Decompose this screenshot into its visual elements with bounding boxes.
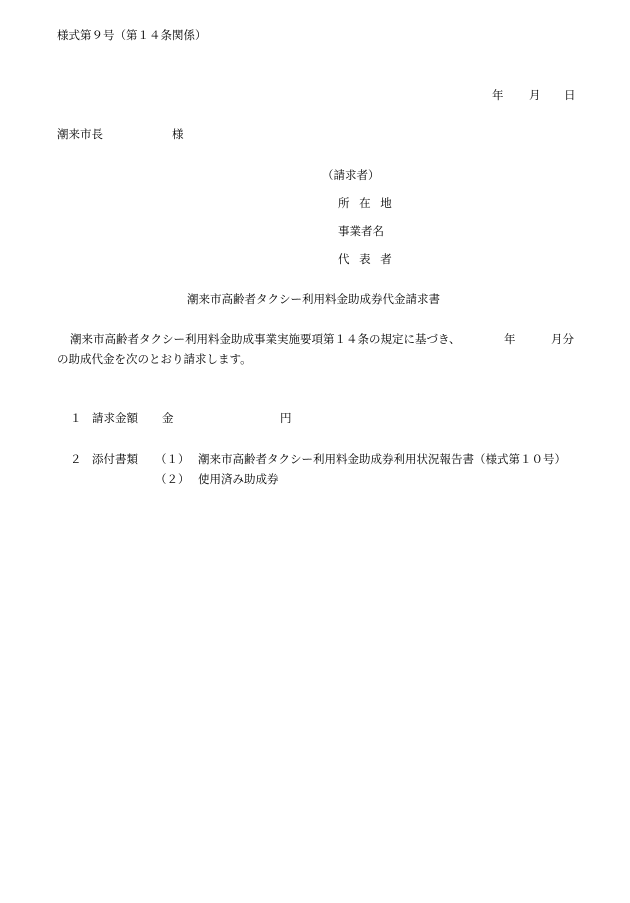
claimant-heading: （請求者） bbox=[322, 168, 380, 182]
attachment-text: 潮来市高齢者タクシー利用料金助成券利用状況報告書（様式第１０号） bbox=[198, 452, 566, 466]
body-year-label: 年 bbox=[504, 332, 516, 346]
date-month-label: 月 bbox=[529, 88, 541, 102]
date-day-label: 日 bbox=[564, 88, 576, 102]
body-text-line2: の助成代金を次のとおり請求します。 bbox=[57, 352, 252, 366]
item-label-claim-amount: 請求金額 bbox=[92, 411, 138, 425]
item-number: １ bbox=[70, 411, 82, 425]
addressee-name: 潮来市長 bbox=[57, 127, 103, 141]
document-title: 潮来市高齢者タクシー利用料金助成券代金請求書 bbox=[187, 292, 440, 306]
claimant-address-label: 所 在 地 bbox=[338, 196, 395, 210]
attachment-number: （２） bbox=[155, 472, 190, 486]
addressee-suffix: 様 bbox=[172, 127, 184, 141]
attachment-number: （１） bbox=[155, 452, 190, 466]
attachment-text: 使用済み助成券 bbox=[198, 472, 279, 486]
claimant-business-name-label: 事業者名 bbox=[338, 224, 384, 238]
body-text-line1: 潮来市高齢者タクシー利用料金助成事業実施要項第１４条の規定に基づき、 bbox=[70, 332, 461, 346]
form-number: 様式第９号（第１４条関係） bbox=[57, 28, 207, 42]
item-number: ２ bbox=[70, 452, 82, 466]
body-month-label: 月分 bbox=[551, 332, 574, 346]
amount-unit: 円 bbox=[280, 411, 292, 425]
item-label-attachments: 添付書類 bbox=[92, 452, 138, 466]
date-year-label: 年 bbox=[492, 88, 504, 102]
amount-prefix: 金 bbox=[162, 411, 174, 425]
claimant-representative-label: 代 表 者 bbox=[338, 252, 395, 266]
